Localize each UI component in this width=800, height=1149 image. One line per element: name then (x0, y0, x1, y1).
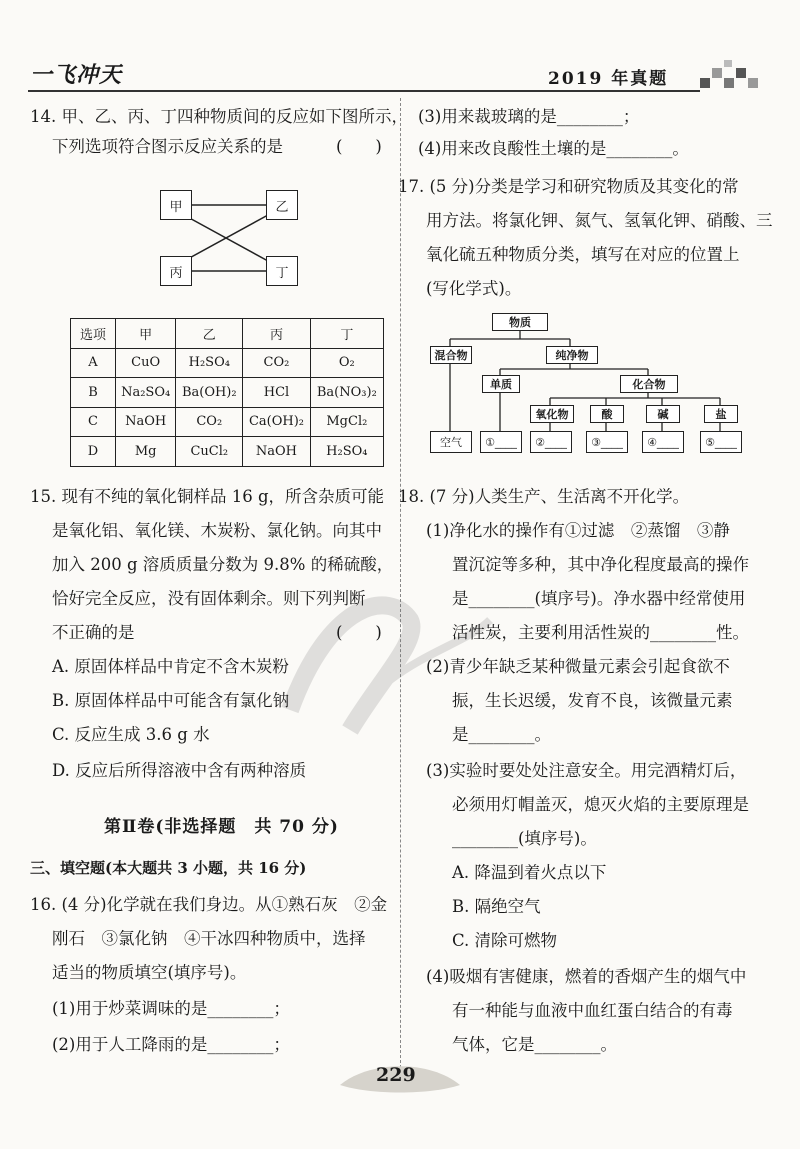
header-rule (28, 90, 700, 92)
table-cell: H₂SO₄ (310, 437, 383, 467)
table-header-cell: 甲 (116, 319, 176, 349)
table-cell: Mg (116, 437, 176, 467)
table-cell: NaOH (116, 407, 176, 437)
q14-answer-paren: ( ) (336, 137, 382, 156)
q15-answer-paren: ( ) (336, 623, 382, 642)
table-cell: O₂ (310, 348, 383, 378)
q18-line: 气体，它是________。 (452, 1035, 617, 1054)
q15-line: 恰好完全反应，没有固体剩余。则下列判断 (52, 589, 366, 608)
q18-line: 是________。 (452, 725, 551, 744)
table-cell: C (71, 407, 116, 437)
tree-node-acid: 酸 (590, 405, 624, 423)
q18-line: 振，生长迟缓，发育不良，该微量元素 (452, 691, 733, 710)
volume-2-title: 第Ⅱ卷(非选择题 共 70 分) (104, 817, 339, 837)
table-cell: CO₂ (176, 407, 243, 437)
table-cell: Ca(OH)₂ (243, 407, 310, 437)
q18-option-a: A. 降温到着火点以下 (452, 863, 607, 882)
diagram-box-ding: 丁 (266, 256, 298, 286)
tree-leaf-air: 空气 (430, 431, 472, 453)
diagram-box-bing: 丙 (160, 256, 192, 286)
q18-line: 必须用灯帽盖灭，熄灭火焰的主要原理是 (452, 795, 749, 814)
table-cell: A (71, 348, 116, 378)
table-cell: CO₂ (243, 348, 310, 378)
q17-line: 氧化硫五种物质分类，填写在对应的位置上 (426, 245, 740, 264)
q18-line: (2)青少年缺乏某种微量元素会引起食欲不 (426, 657, 730, 676)
page-number: 229 (376, 1064, 416, 1086)
table-cell: Ba(OH)₂ (176, 378, 243, 408)
q16-line: 16. (4 分)化学就在我们身边。从①熟石灰 ②金 (30, 895, 388, 914)
table-cell: NaOH (243, 437, 310, 467)
tree-node-pure: 纯净物 (546, 346, 598, 364)
table-cell: B (71, 378, 116, 408)
q16-sub1: (1)用于炒菜调味的是________； (52, 999, 290, 1018)
tree-node-element: 单质 (482, 375, 520, 393)
q18-line: 活性炭，主要利用活性炭的________性。 (452, 623, 749, 642)
tree-node-salt: 盐 (704, 405, 738, 423)
table-row (71, 378, 384, 408)
q15-option-a: A. 原固体样品中肯定不含木炭粉 (52, 657, 289, 676)
tree-leaf-blank-5: ⑤____ (700, 431, 742, 453)
header-brand: 一飞冲天 (30, 63, 123, 88)
tree-node-oxide: 氧化物 (530, 405, 574, 423)
tree-node-compound: 化合物 (620, 375, 678, 393)
tree-leaf-blank-1: ①____ (480, 431, 522, 453)
header-checker-decoration (700, 60, 760, 90)
table-cell: CuCl₂ (176, 437, 243, 467)
tree-node-base: 碱 (646, 405, 680, 423)
q18-line: (1)净化水的操作有①过滤 ②蒸馏 ③静 (426, 521, 730, 540)
q16-sub2: (2)用于人工降雨的是________； (52, 1035, 290, 1054)
q17-line: (写化学式)。 (426, 279, 522, 298)
table-row (71, 348, 384, 378)
table-header-cell: 丁 (310, 319, 383, 349)
q18-option-c: C. 清除可燃物 (452, 931, 558, 950)
section-3-title: 三、填空题(本大题共 3 小题，共 16 分) (30, 859, 307, 877)
q18-line: 有一种能与血液中血红蛋白结合的有毒 (452, 1001, 733, 1020)
q14-line1: 14. 甲、乙、丙、丁四种物质间的反应如下图所示， (30, 107, 408, 126)
table-cell: H₂SO₄ (176, 348, 243, 378)
q15-option-d: D. 反应后所得溶液中含有两种溶质 (52, 761, 307, 780)
table-cell: HCl (243, 378, 310, 408)
q17-line: 用方法。将氯化钾、氮气、氢氧化钾、硝酸、三 (426, 211, 773, 230)
tree-node-root: 物质 (492, 313, 548, 331)
table-row (71, 407, 384, 437)
q18-line: ________(填序号)。 (452, 829, 597, 848)
q18-line: 是________(填序号)。净水器中经常使用 (452, 589, 746, 608)
tree-leaf-blank-2: ②____ (530, 431, 572, 453)
header-year: 2019 年真题 (548, 69, 669, 89)
q14-options-table (70, 318, 384, 467)
table-header-cell: 丙 (243, 319, 310, 349)
q15-line: 加入 200 g 溶质质量分数为 9.8% 的稀硫酸， (52, 555, 394, 574)
q14-line2: 下列选项符合图示反应关系的是 (52, 137, 283, 156)
q15-line: 是氧化铝、氧化镁、木炭粉、氯化钠。向其中 (52, 521, 382, 540)
tree-leaf-blank-3: ③____ (586, 431, 628, 453)
q16-sub4: (4)用来改良酸性土壤的是________。 (418, 139, 689, 158)
q18-line: (4)吸烟有害健康，燃着的香烟产生的烟气中 (426, 967, 747, 986)
table-header-cell: 选项 (71, 319, 116, 349)
table-header-row (71, 319, 384, 349)
table-header-cell: 乙 (176, 319, 243, 349)
q18-line: 置沉淀等多种，其中净化程度最高的操作 (452, 555, 749, 574)
tree-node-mixture: 混合物 (430, 346, 472, 364)
table-cell: Na₂SO₄ (116, 378, 176, 408)
q15-option-b: B. 原固体样品中可能含有氯化钠 (52, 691, 290, 710)
table-cell: CuO (116, 348, 176, 378)
table-cell: MgCl₂ (310, 407, 383, 437)
q15-line: 15. 现有不纯的氧化铜样品 16 g，所含杂质可能 (30, 487, 385, 506)
q18-option-b: B. 隔绝空气 (452, 897, 541, 916)
table-cell: D (71, 437, 116, 467)
tree-leaf-blank-4: ④____ (642, 431, 684, 453)
diagram-box-jia: 甲 (160, 190, 192, 220)
table-row (71, 437, 384, 467)
q15-line: 不正确的是 (52, 623, 135, 642)
q16-sub3: (3)用来裁玻璃的是________； (418, 107, 640, 126)
q18-line: 18. (7 分)人类生产、生活离不开化学。 (398, 487, 690, 506)
table-cell: Ba(NO₃)₂ (310, 378, 383, 408)
q16-line: 刚石 ③氯化钠 ④干冰四种物质中，选择 (52, 929, 366, 948)
diagram-box-yi: 乙 (266, 190, 298, 220)
q17-line: 17. (5 分)分类是学习和研究物质及其变化的常 (398, 177, 739, 196)
q18-line: (3)实验时要处处注意安全。用完酒精灯后， (426, 761, 747, 780)
q15-option-c: C. 反应生成 3.6 g 水 (52, 725, 210, 744)
q16-line: 适当的物质填空(填序号)。 (52, 963, 247, 982)
